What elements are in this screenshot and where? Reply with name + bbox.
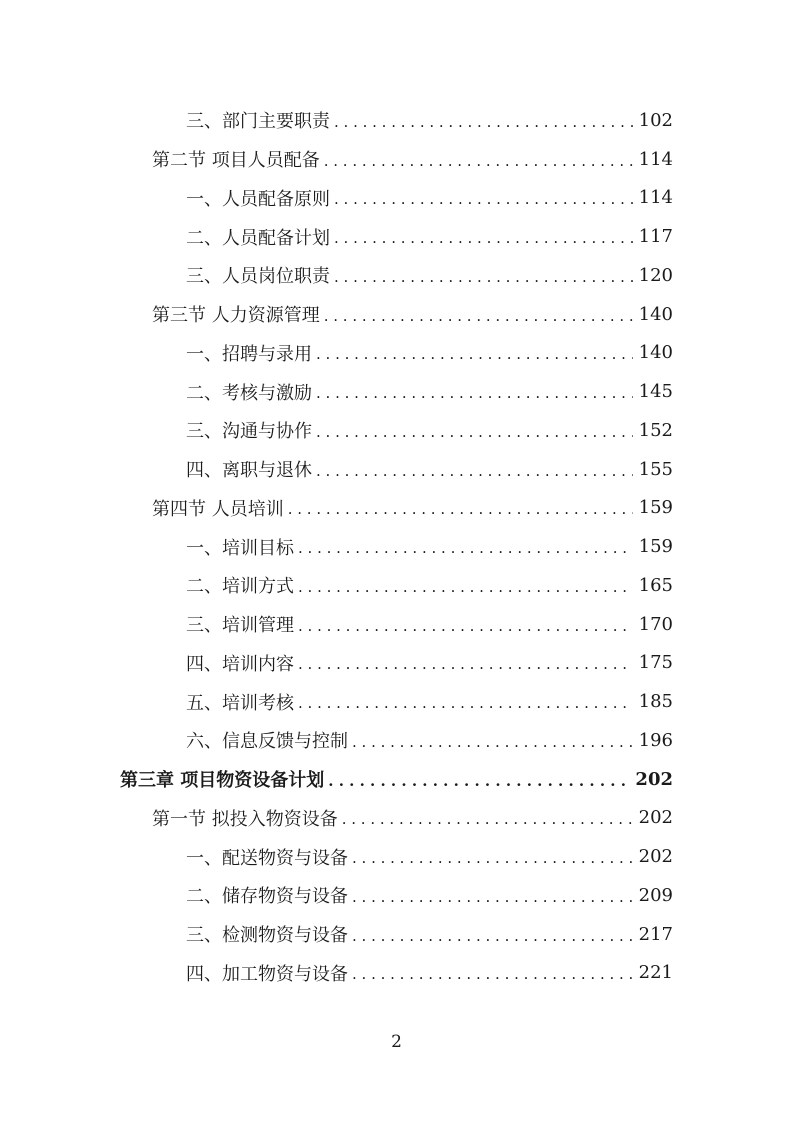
toc-dot-leader	[316, 464, 633, 479]
toc-subsection-entry[interactable]	[0, 954, 793, 993]
toc-entry-page: 202	[635, 768, 673, 790]
toc-dot-leader	[328, 774, 629, 789]
toc-subsection-entry[interactable]	[0, 101, 793, 140]
toc-dot-leader	[316, 347, 633, 362]
toc-subsection-entry[interactable]	[0, 915, 793, 954]
toc-subsection-entry[interactable]	[0, 566, 793, 605]
toc-subsection-entry[interactable]	[0, 721, 793, 760]
toc-subsection-entry[interactable]	[0, 837, 793, 876]
toc-section-entry[interactable]	[0, 295, 793, 334]
toc-entry-page: 140	[638, 342, 673, 364]
toc-dot-leader	[324, 309, 633, 324]
toc-entry-title: 一、招聘与录用	[186, 343, 312, 365]
toc-subsection-entry[interactable]	[0, 450, 793, 489]
toc-entry-title: 三、培训管理	[186, 615, 294, 637]
toc-entry-page: 140	[638, 303, 673, 325]
toc-entry-title: 第二节 项目人员配备	[152, 150, 320, 172]
toc-entry-page: 145	[638, 381, 673, 403]
toc-dot-leader	[352, 890, 633, 905]
toc-entry-title: 第三节 人力资源管理	[152, 305, 320, 327]
toc-dot-leader	[352, 735, 633, 750]
toc-entry-title: 二、培训方式	[186, 576, 294, 598]
toc-entry-page: 117	[638, 226, 673, 248]
toc-section-entry[interactable]	[0, 489, 793, 528]
toc-entry-page: 209	[638, 884, 673, 906]
toc-chapter-entry[interactable]	[0, 760, 793, 799]
toc-dot-leader	[298, 619, 633, 634]
toc-subsection-entry[interactable]	[0, 682, 793, 721]
toc-dot-leader	[334, 115, 633, 130]
toc-dot-leader	[342, 812, 633, 827]
toc-dot-leader	[316, 425, 633, 440]
toc-section-entry[interactable]	[0, 799, 793, 838]
toc-entry-page: 102	[638, 109, 673, 131]
toc-entry-page: 202	[638, 807, 673, 829]
toc-dot-leader	[334, 270, 633, 285]
toc-entry-title: 五、培训考核	[186, 692, 294, 714]
page-number: 2	[391, 1032, 402, 1052]
toc-entry-title: 三、沟通与协作	[186, 421, 312, 443]
toc-entry-title: 三、检测物资与设备	[186, 925, 348, 947]
toc-entry-page: 159	[638, 497, 673, 519]
toc-entry-title: 四、培训内容	[186, 653, 294, 675]
toc-dot-leader	[298, 657, 633, 672]
table-of-contents	[0, 101, 793, 992]
toc-subsection-entry[interactable]	[0, 372, 793, 411]
toc-entry-page: 221	[638, 962, 673, 984]
toc-subsection-entry[interactable]	[0, 217, 793, 256]
toc-subsection-entry[interactable]	[0, 644, 793, 683]
toc-entry-page: 185	[638, 691, 673, 713]
toc-entry-title: 一、人员配备原则	[186, 188, 330, 210]
toc-entry-page: 196	[638, 729, 673, 751]
toc-subsection-entry[interactable]	[0, 334, 793, 373]
toc-entry-title: 三、人员岗位职责	[186, 266, 330, 288]
toc-entry-title: 第四节 人员培训	[152, 498, 284, 520]
toc-entry-title: 第一节 拟投入物资设备	[152, 808, 338, 830]
toc-subsection-entry[interactable]	[0, 256, 793, 295]
toc-dot-leader	[334, 192, 633, 207]
toc-entry-page: 120	[638, 264, 673, 286]
toc-dot-leader	[324, 154, 633, 169]
toc-entry-page: 155	[638, 458, 673, 480]
toc-dot-leader	[316, 386, 633, 401]
toc-subsection-entry[interactable]	[0, 605, 793, 644]
toc-subsection-entry[interactable]	[0, 411, 793, 450]
toc-entry-page: 170	[638, 613, 673, 635]
toc-entry-title: 第三章 项目物资设备计划	[120, 770, 325, 792]
toc-entry-title: 一、配送物资与设备	[186, 847, 348, 869]
toc-dot-leader	[352, 851, 633, 866]
toc-entry-page: 175	[638, 652, 673, 674]
toc-entry-title: 六、信息反馈与控制	[186, 731, 348, 753]
toc-entry-title: 二、考核与激励	[186, 382, 312, 404]
toc-section-entry[interactable]	[0, 140, 793, 179]
toc-dot-leader	[298, 580, 633, 595]
toc-subsection-entry[interactable]	[0, 527, 793, 566]
toc-dot-leader	[352, 929, 633, 944]
toc-entry-page: 114	[638, 187, 673, 209]
toc-entry-title: 一、培训目标	[186, 537, 294, 559]
toc-dot-leader	[334, 231, 633, 246]
toc-entry-page: 165	[638, 574, 673, 596]
toc-entry-title: 四、离职与退休	[186, 460, 312, 482]
toc-entry-title: 四、加工物资与设备	[186, 963, 348, 985]
toc-entry-page: 152	[638, 419, 673, 441]
toc-dot-leader	[288, 502, 633, 517]
toc-subsection-entry[interactable]	[0, 179, 793, 218]
toc-subsection-entry[interactable]	[0, 876, 793, 915]
toc-entry-title: 二、人员配备计划	[186, 227, 330, 249]
toc-entry-title: 二、储存物资与设备	[186, 886, 348, 908]
toc-dot-leader	[298, 541, 633, 556]
toc-dot-leader	[352, 967, 633, 982]
toc-entry-page: 114	[638, 148, 673, 170]
toc-entry-page: 217	[638, 923, 673, 945]
toc-entry-page: 202	[638, 846, 673, 868]
toc-entry-title: 三、部门主要职责	[186, 111, 330, 133]
toc-dot-leader	[298, 696, 633, 711]
toc-entry-page: 159	[638, 536, 673, 558]
